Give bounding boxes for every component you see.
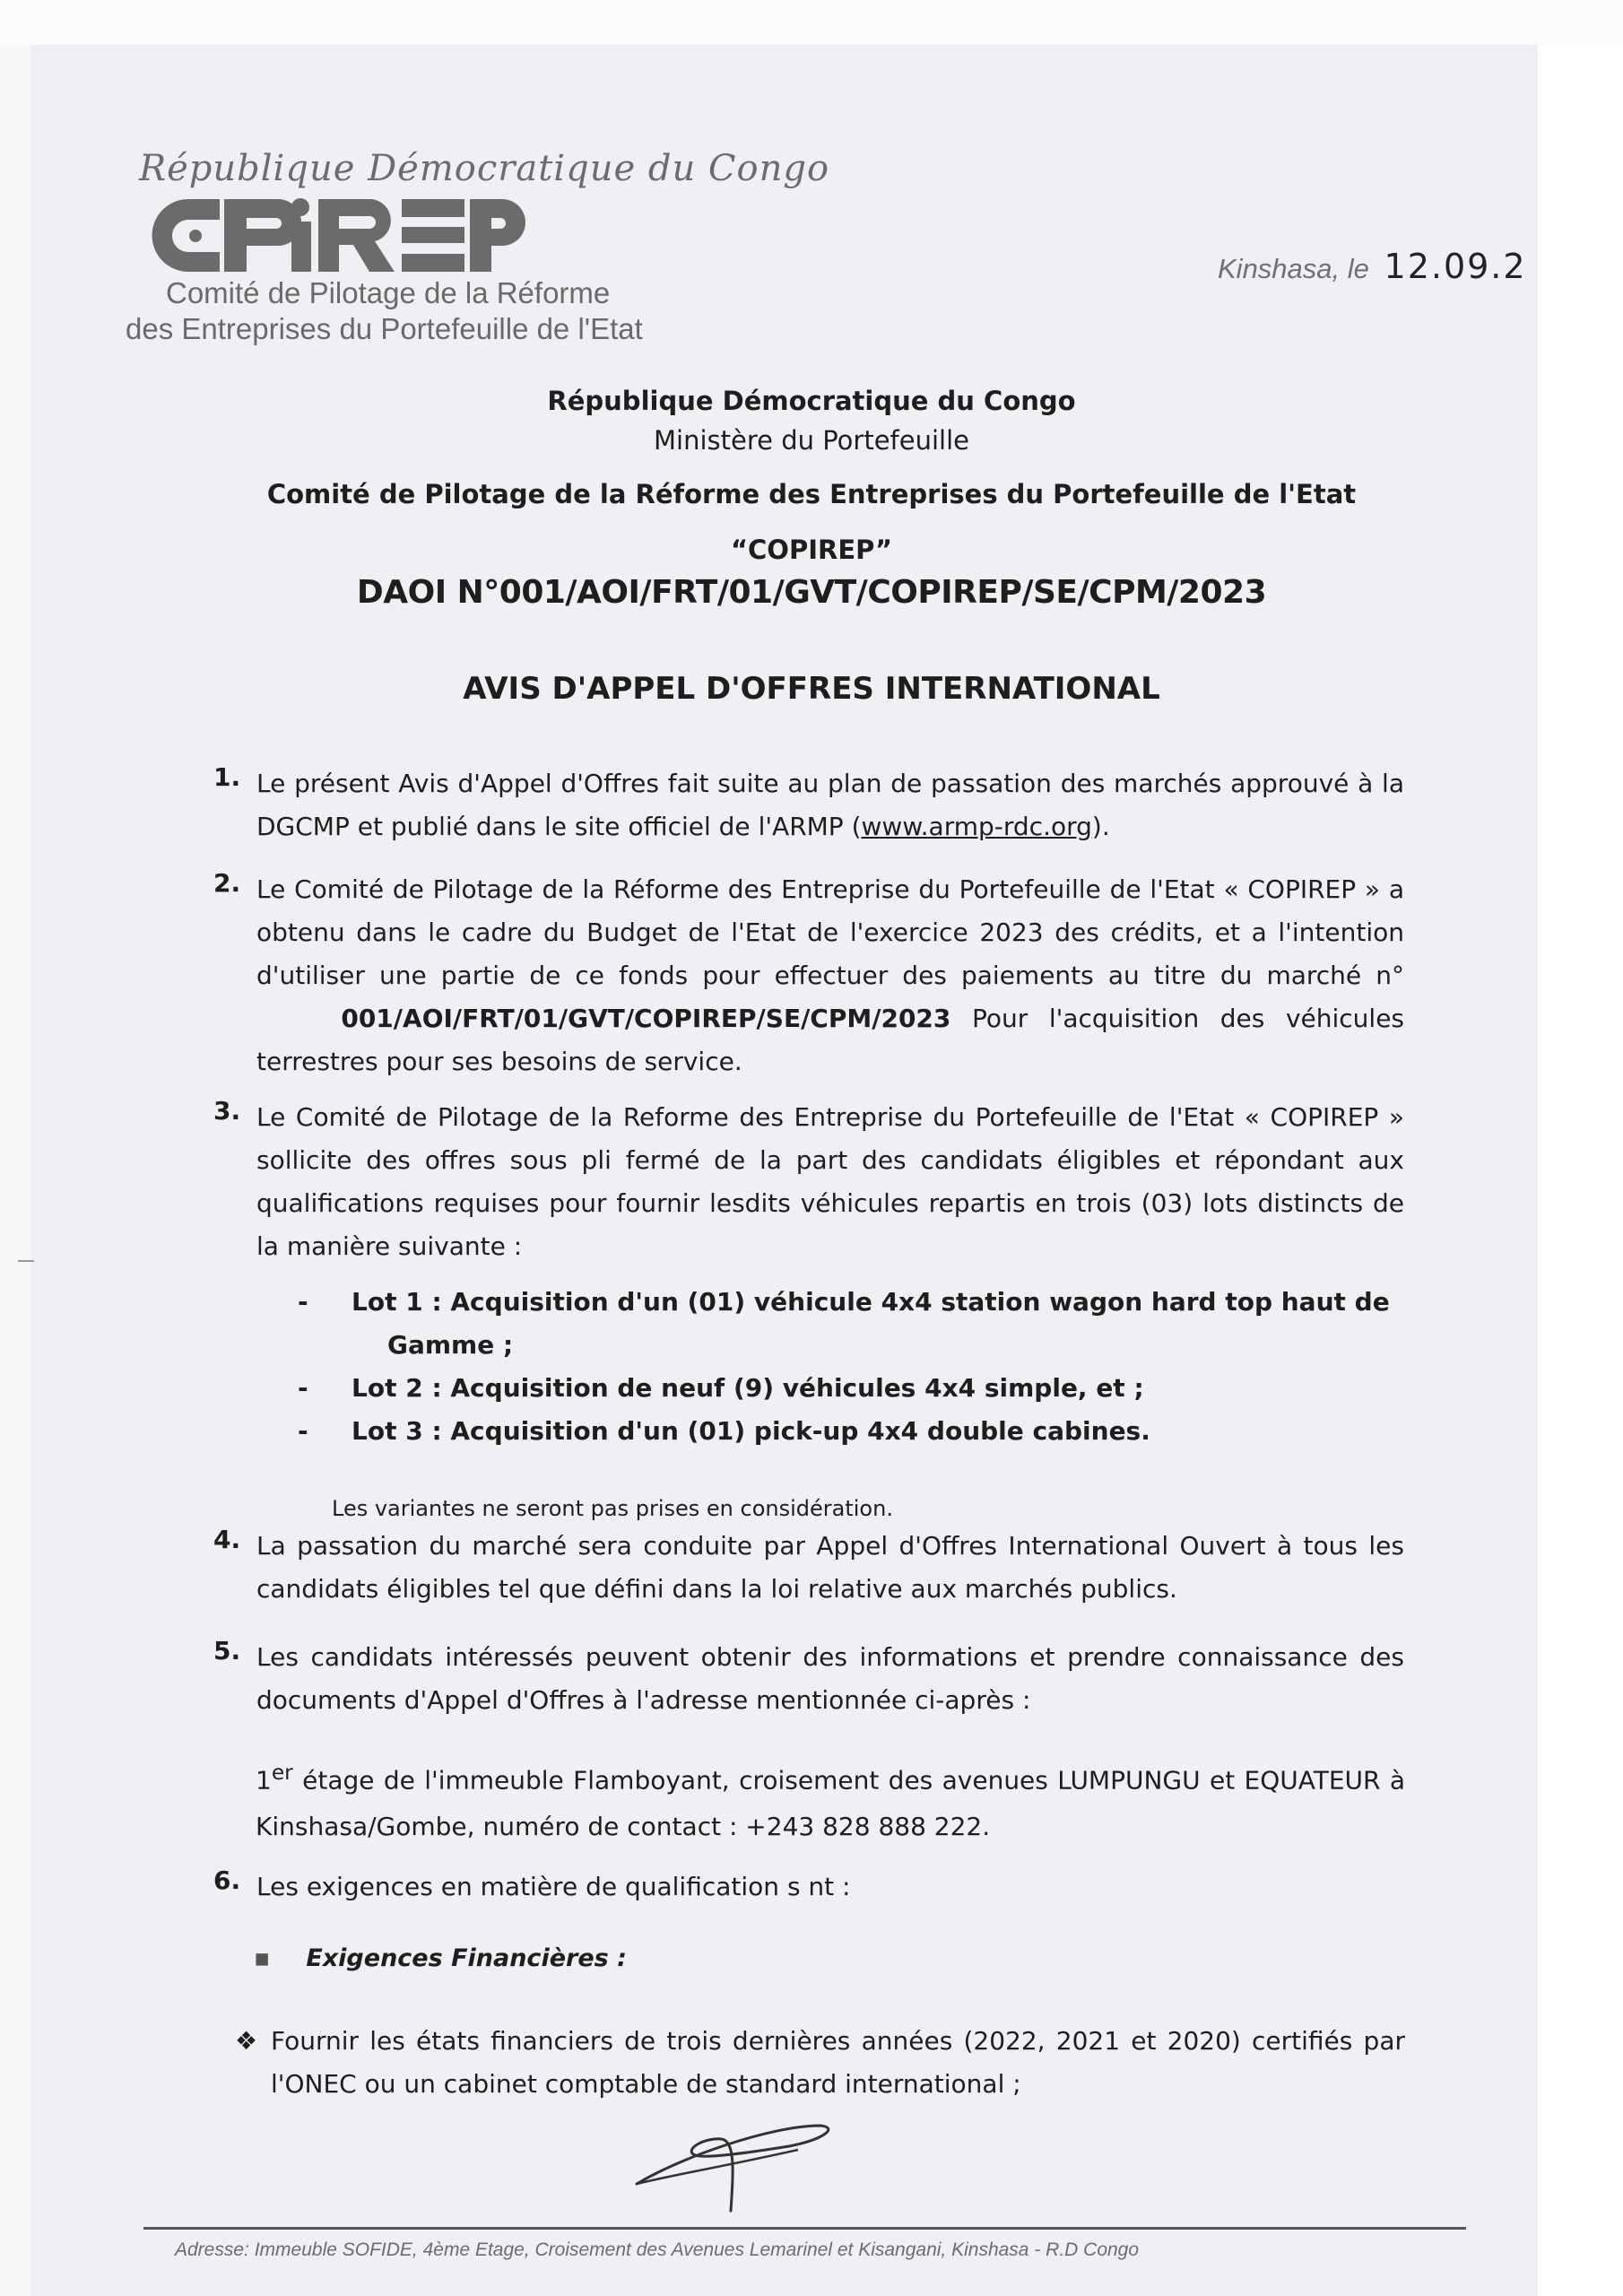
numbered-item-1 bbox=[213, 762, 1404, 848]
logo-script-country: République Démocratique du Congo bbox=[139, 148, 830, 189]
numbered-item-3 bbox=[213, 1096, 1404, 1268]
heading-acronym: “COPIREP” bbox=[730, 535, 893, 565]
item-text: Les candidats intéressés peuvent obtenir des informations et prendre connaissance des documents d'Appel d'Offres à l'adresse mentionnée ci-après : bbox=[256, 1642, 1404, 1715]
item-number: 5. bbox=[213, 1636, 241, 1665]
date-prefix: Kinshasa, le bbox=[1218, 253, 1369, 284]
item-text-end: Pour l'acquisition des véhicules terrestres pour ses besoins de service. bbox=[256, 1004, 1405, 1076]
market-reference: 001/AOI/FRT/01/GVT/COPIREP/SE/CPM/2023 bbox=[341, 1004, 951, 1033]
lot-text-continued: Gamme ; bbox=[387, 1330, 514, 1360]
notice-title: AVIS D'APPEL D'OFFRES INTERNATIONAL bbox=[463, 671, 1160, 707]
signature-mark bbox=[619, 2103, 852, 2220]
requirement-text: Fournir les états financiers de trois dernières années (2022, 2021 et 2020) certifiés par l'ONEC ou un cabinet comptable de standard international ; bbox=[271, 2026, 1405, 2099]
dash-bullet-icon: - bbox=[298, 1416, 308, 1446]
numbered-item-4 bbox=[213, 1525, 1404, 1611]
item-text: Le Comité de Pilotage de la Reforme des Entreprise du Portefeuille de l'Etat « COPIREP » sollicite des offres sous pli fermé de la part des candidats éligibles et répondant aux qualifications requises pour fournir lesdits véhicules repartis en trois (03) lots distincts de la manière suivante : bbox=[256, 1102, 1404, 1261]
tender-reference: DAOI N°001/AOI/FRT/01/GVT/COPIREP/SE/CPM/2023 bbox=[356, 574, 1267, 611]
financial-requirement-item bbox=[235, 2020, 1405, 2106]
copirep-logo-icon bbox=[135, 195, 529, 275]
footer-divider bbox=[143, 2227, 1466, 2230]
lot-text: Lot 3 : Acquisition d'un (01) pick-up 4x4 double cabines. bbox=[352, 1416, 1150, 1446]
floor-number: 1 bbox=[256, 1765, 272, 1796]
lot-item bbox=[298, 1410, 1392, 1453]
variants-note: Les variantes ne seront pas prises en considération. bbox=[332, 1496, 893, 1521]
item-text: Le Comité de Pilotage de la Réforme des Entreprise du Portefeuille de l'Etat « COPIREP » a obtenu dans le cadre du Budget de l'Etat de l'exercice 2023 des crédits, et a l'intention d'utiliser une partie de ce fonds pour effectuer des paiements au titre du marché n° bbox=[256, 874, 1404, 990]
item-text: Les exigences en matière de qualification s nt : bbox=[256, 1872, 851, 1901]
item-number: 6. bbox=[213, 1866, 241, 1895]
scan-margin-right bbox=[1538, 45, 1623, 2296]
item-text: La passation du marché sera conduite par Appel d'Offres International Ouvert à tous les candidats éligibles tel que défini dans la loi relative aux marchés publics. bbox=[256, 1531, 1404, 1604]
square-bullet-icon: ▪ bbox=[254, 1944, 271, 1972]
lot-text: Lot 1 : Acquisition d'un (01) véhicule 4x4 station wagon hard top haut de bbox=[352, 1287, 1390, 1317]
handwritten-date: 12.09.2 bbox=[1384, 247, 1527, 286]
logo-subtitle-line2: des Entreprises du Portefeuille de l'Etat bbox=[126, 312, 643, 345]
item-number: 1. bbox=[213, 762, 241, 792]
item-text-end: ). bbox=[1091, 812, 1110, 841]
footer-address: Adresse: Immeuble SOFIDE, 4ème Etage, Croisement des Avenues Lemarinel et Kisangani, Kinshasa - R.D Congo bbox=[175, 2239, 1140, 2260]
item-number: 4. bbox=[213, 1525, 241, 1554]
subheading-text: Exigences Financières : bbox=[306, 1944, 627, 1972]
item-number: 3. bbox=[213, 1096, 241, 1126]
lot-item bbox=[298, 1281, 1392, 1367]
copirep-logo-mark bbox=[135, 195, 673, 275]
lot-item bbox=[298, 1367, 1392, 1410]
date-line bbox=[1218, 247, 1527, 286]
lot-text: Lot 2 : Acquisition de neuf (9) véhicules 4x4 simple, et ; bbox=[352, 1373, 1144, 1403]
contact-address bbox=[256, 1749, 1405, 1850]
heading-committee: Comité de Pilotage de la Réforme des Entreprises du Portefeuille de l'Etat bbox=[266, 479, 1357, 509]
financial-requirements-heading bbox=[254, 1944, 627, 1972]
diamond-bullet-icon: ❖ bbox=[235, 2026, 258, 2056]
dash-bullet-icon: - bbox=[298, 1287, 308, 1317]
floor-suffix: er bbox=[271, 1760, 293, 1785]
item-text: Le présent Avis d'Appel d'Offres fait suite au plan de passation des marchés approuvé à la DGCMP et publié dans le site officiel de l'ARMP ( bbox=[256, 769, 1404, 841]
address-text: étage de l'immeuble Flamboyant, croisement des avenues LUMPUNGU et EQUATEUR à Kinshasa/Gombe, numéro de contact : +243 828 888 222. bbox=[256, 1765, 1405, 1842]
item-number: 2. bbox=[213, 868, 241, 898]
numbered-item-6 bbox=[213, 1866, 1404, 1909]
scan-margin-top bbox=[0, 0, 1623, 45]
lots-list bbox=[298, 1281, 1392, 1453]
armp-website-link[interactable]: www.armp-rdc.org bbox=[861, 812, 1092, 841]
heading-country: République Démocratique du Congo bbox=[547, 386, 1076, 416]
letterhead-logo bbox=[126, 148, 830, 347]
heading-ministry: Ministère du Portefeuille bbox=[654, 425, 969, 456]
logo-subtitle-line1: Comité de Pilotage de la Réforme bbox=[166, 276, 611, 309]
scan-artifact bbox=[18, 1260, 34, 1262]
numbered-item-5 bbox=[213, 1636, 1404, 1722]
dash-bullet-icon: - bbox=[298, 1373, 308, 1403]
numbered-item-2 bbox=[213, 868, 1404, 1083]
